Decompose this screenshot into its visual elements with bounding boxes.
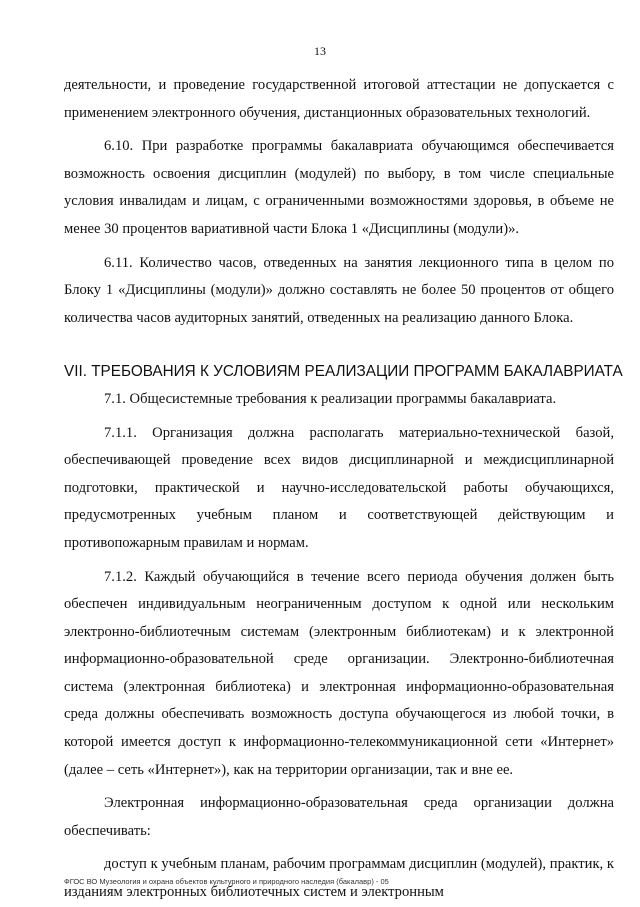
paragraph-7-1-1: 7.1.1. Организация должна располагать материально-технической базой, обеспечивающей проведение всех видов дисциплинарной и междисциплинарной подготовки, практической и научно-исследовательской работы обучающихся, предусмотренных учебным планом и соответствующей действующим и противопожарным правилам и нормам.: [64, 424, 614, 551]
paragraph-6-10: 6.10. При разработке программы бакалавриата обучающимся обеспечивается возможность освоения дисциплин (модулей) по выбору, в том числе специальные условия инвалидам и лицам, с ограниченными возможностями здоровья, в объеме не менее 30 процентов вариативной части Блока 1 «Дисциплины (модули)».: [64, 138, 614, 237]
paragraph-environment: Электронная информационно-образовательная среда организации должна обеспечивать:: [64, 795, 614, 839]
document-body: [64, 72, 623, 907]
section-heading: VII. ТРЕБОВАНИЯ К УСЛОВИЯМ РЕАЛИЗАЦИИ ПРОГРАММ БАКАЛАВРИАТА: [64, 363, 623, 381]
page-number: 13: [314, 44, 326, 58]
paragraph-7-1-2: 7.1.2. Каждый обучающийся в течение всего периода обучения должен быть обеспечен индивидуальным неограниченным доступом к одной или нескольким электронно-библиотечным системам (электронным библиотекам) и к электронной информационно-образовательной среде организации. Электронно-библиотечная система (электронная библиотека) и электронная информационно-образовательная среда должны обеспечивать возможность доступа обучающегося из любой точки, в которой имеется доступ к информационно-телекоммуникационной сети «Интернет» (далее – сеть «Интернет»), как на территории организации, так и вне ее.: [64, 568, 614, 778]
paragraph-continuation: деятельности, и проведение государственной итоговой аттестации не допускается с применением электронного обучения, дистанционных образовательных технологий.: [64, 77, 614, 121]
page-footer: ФГОС ВО Музеология и охрана объектов культурного и природного наследия (бакалавр) - 05: [64, 877, 389, 886]
paragraph-6-11: 6.11. Количество часов, отведенных на занятия лекционного типа в целом по Блоку 1 «Дисциплины (модули)» должно составлять не более 50 процентов от общего количества часов аудиторных занятий, отведенных на реализацию данного Блока.: [64, 254, 614, 326]
paragraph-access: доступ к учебным планам, рабочим программам дисциплин (модулей), практик, к изданиям электронных библиотечных систем и электронным: [64, 856, 614, 901]
paragraph-7-1: 7.1. Общесистемные требования к реализации программы бакалавриата.: [104, 390, 557, 407]
